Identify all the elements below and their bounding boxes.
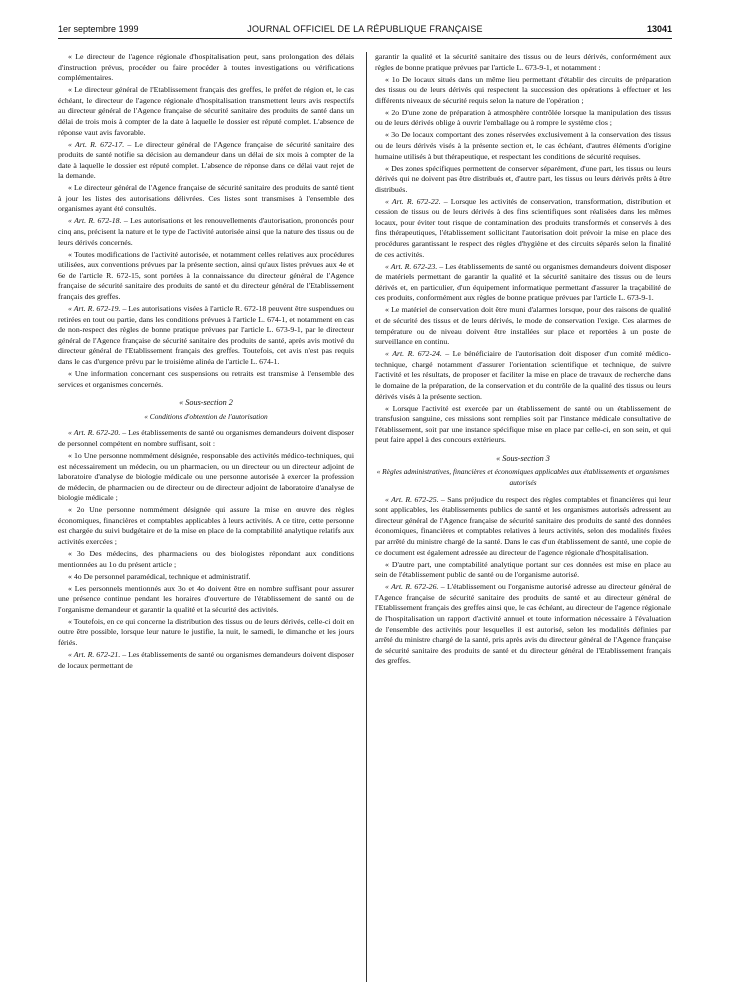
article-text: – Lorsque les activités de conservation, transformation, distribution et cession de tissus ou de leurs dérivés à des fins scientifiques sont réalisées dans les mêmes locaux, pour éviter tout risque de contamination des produits transformés et conservés à des fins thérapeutiques, l'établissement sollicitant l'autorisation doit prévoir la mise en place des procédures garantissant le respect des règles d'hygiène et des circuits séparés selon la finalité de ces activités. (375, 196, 671, 259)
body-paragraph: « Toutes modifications de l'activité autorisée, et notamment celles relatives aux procédures utilisées, aux conventions prévues par la présente section, ainsi qu'aux listes prévues aux 4e et 6e de l'article R. 672-15, sont portées à la connaissance du directeur général de l'Agence française de sécurité sanitaire des produits de santé et du directeur général de l'Etablissement français des greffes. (58, 249, 354, 302)
body-paragraph: « Des zones spécifiques permettent de conserver séparément, d'une part, les tissus ou leurs dérivés qui ne doivent pas être distribués et, d'autre part, les tissus ou leurs dérivés prêts à être distribués. (375, 163, 671, 194)
article-text: – Les autorisations et les renouvellements d'autorisation, prononcés pour cinq ans, précisent la nature et le type de l'activité autorisée ainsi que la nature des tissus ou de leurs dérivés concernés. (58, 216, 354, 247)
body-paragraph: « 2o Une personne nommément désignée qui assure la mise en œuvre des règles économiques, financières et comptables applicables à leurs activités. A ce titre, cette personne est chargée du suivi budgétaire et de la mise en place de la comptabilité analytique relatifs aux activités exercées ; (58, 505, 354, 547)
body-paragraph: « 4o De personnel paramédical, technique et administratif. (68, 571, 251, 581)
body-paragraph: « Une information concernant ces suspensions ou retraits est transmise à l'ensemble des services et organismes concernés. (58, 368, 354, 389)
header-rule (58, 38, 672, 39)
article-paragraph (375, 495, 671, 559)
article-paragraph (58, 650, 354, 671)
body-paragraph: « 2o D'une zone de préparation à atmosphère contrôlée lorsque la manipulation des tissus ou de leurs dérivés oblige à ouvrir l'emballage ou à rompre le système clos ; (375, 107, 671, 128)
header-date: 1er septembre 1999 (58, 24, 139, 34)
article-text: – Les établissements de santé ou organismes demandeurs doivent disposer de personnel compétent en nombre suffisant, soit : (58, 428, 354, 448)
header-page-number: 13041 (646, 24, 672, 34)
body-paragraph: « Les personnels mentionnés aux 3o et 4o doivent être en nombre suffisant pour assurer une présence continue pendant les horaires d'ouverture de l'établissement de santé ou de l'organisme demandeur et garantir la qualité et la sécurité des activités. (58, 583, 354, 614)
article-number: « Art. R. 672-17. (68, 139, 125, 149)
subsection-subtitle: « Conditions d'obtention de l'autorisation (144, 411, 268, 421)
body-paragraph: « 3o De locaux comportant des zones réservées exclusivement à la conservation des tissus ou de leurs dérivés visés à la présente section et, le cas échéant, d'autres éléments d'origine humaine utilisés à but thérapeutique, et respectant les conditions de sécurité requises. (375, 130, 671, 161)
article-number: « Art. R. 672-26. (385, 582, 439, 592)
article-paragraph (375, 262, 671, 304)
article-number: « Art. R. 672-21. (68, 649, 121, 659)
article-number: « Art. R. 672-22. (385, 196, 441, 206)
article-number: « Art. R. 672-25. (385, 494, 439, 504)
article-number: « Art. R. 672-24. (385, 349, 442, 359)
page-header (58, 24, 672, 38)
article-text: – Les établissements de santé ou organismes demandeurs doivent disposer de matériels permettant de garantir la qualité et la sécurité sanitaire des tissus ou de leurs dérivés et, en particulier, d'un équipement informatique permettant d'assurer la traçabilité de ces produits, conformément aux règles de bonne pratique prévues par l'article L. 673-9-1. (375, 261, 671, 303)
subsection-heading: « Sous-section 2 (179, 398, 233, 408)
article-paragraph (58, 140, 354, 182)
body-paragraph: « Le matériel de conservation doit être muni d'alarmes lorsque, pour des raisons de qualité et de sécurité des tissus et de leurs dérivés, le mode de conservation l'exige. Ces alarmes de température ou de niveau doivent être installées sur place et reportées à un poste de surveillance en continu. (375, 305, 671, 347)
article-text: – Le bénéficiaire de l'autorisation doit disposer d'un comité médico-technique, chargé notamment d'assurer l'orientation scientifique et technique, de suivre l'activité et les résultats, de proposer et faciliter la mise en place de travaux de recherche dans le domaine de la préparation, de la conservation et du contrôle de la qualité des tissus ou leurs dérivés visés à la présente section. (375, 349, 671, 401)
continued-paragraph: garantir la qualité et la sécurité sanitaire des tissus ou de leurs dérivés, conformément aux règles de bonne pratique prévues par l'article L. 673-9-1, et notamment : (375, 52, 671, 72)
article-paragraph (58, 216, 354, 248)
article-text: – Sans préjudice du respect des règles comptables et financières qui leur sont applicables, les établissements publics de santé et les organismes autorisés adressent au directeur général de l'Agence française de sécurité sanitaire des produits de santé des données économiques, financières et comptables relatives à leurs activités, selon des modalités fixées par arrêté du ministre chargé de la santé. Dans le cas d'un établissement de santé, une copie de ce document est également adressée au directeur de l'agence régionale d'hospitalisation. (375, 494, 671, 557)
article-text: – L'établissement ou l'organisme autorisé adresse au directeur général de l'Agence française de sécurité sanitaire des produits de santé et au directeur général de l'Etablissement français des greffes ainsi que, le cas échéant, au directeur de l'agence régionale de l'hospitalisation un rapport d'activité annuel et toute information nécessaire à l'évaluation de l'ensemble des activités pour lesquelles il est autorisé, selon les modalités définies par arrêté du ministre chargé de la santé, pris après avis du directeur général de l'Agence française de sécurité sanitaire des produits de santé et du directeur général de l'Etablissement français des greffes. (375, 582, 671, 666)
body-paragraph: « D'autre part, une comptabilité analytique portant sur ces données est mise en place au sein de l'établissement public de santé ou de l'organisme autorisé. (375, 559, 671, 580)
article-text: – Les autorisations visées à l'article R. 672-18 peuvent être suspendues ou retirées en tout ou partie, dans les conditions prévues à l'article L. 674-1, et notamment en cas de non-respect des règles de bonne pratique prévues par l'article L. 673-9-1, par le directeur général de l'Agence française de sécurité sanitaire des produits de santé, après avis motivé du directeur général de l'Etablissement français des greffes. Toutefois, cet avis n'est pas requis dans le cas d'urgence prévu par le troisième alinéa de l'article L. 674-1. (58, 304, 354, 366)
body-paragraph: « Toutefois, en ce qui concerne la distribution des tissus ou de leurs dérivés, celle-ci doit en outre être possible, lorsque leur nature le justifie, la nuit, le samedi, le dimanche et les jours fériés. (58, 616, 354, 647)
body-paragraph: « Le directeur général de l'Etablissement français des greffes, le préfet de région et, le cas échéant, le directeur de l'agence régionale d'hospitalisation transmettent leurs avis respectifs au directeur général de l'Agence française de sécurité sanitaire des produits de santé dans un délai de trois mois à compter de la date à laquelle le dossier est réputé complet. L'absence de réponse vaut avis favorable. (58, 85, 354, 137)
subsection-heading: « Sous-section 3 (496, 453, 550, 463)
article-number: « Art. R. 672-23. (385, 261, 438, 271)
article-paragraph (375, 197, 671, 261)
article-paragraph (58, 304, 354, 368)
article-paragraph (375, 349, 671, 402)
article-paragraph (58, 428, 354, 449)
body-paragraph: « 3o Des médecins, des pharmaciens ou des biologistes répondant aux conditions mentionnées au 1o du présent article ; (58, 549, 354, 569)
right-column (375, 52, 671, 982)
body-paragraph: « 1o Une personne nommément désignée, responsable des activités médico-techniques, qui est nécessairement un médecin, ou un pharmacien, ou un directeur ou un directeur adjoint de laboratoire d'analyse de biologie médicale ou une personne autorisée à exercer la profession de médecin, de pharmacien ou de directeur ou de directeur adjoint de laboratoire d'analyse de biologie médicale ; (58, 450, 354, 503)
article-number: « Art. R. 672-20. (68, 428, 121, 438)
article-number: « Art. R. 672-19. (68, 304, 121, 313)
body-paragraph: « Le directeur de l'agence régionale d'hospitalisation peut, sans prolongation des délais d'instruction prévus, procéder ou faire procéder à toutes investigations ou vérifications complémentaires. (58, 52, 354, 83)
article-text: – Les établissements de santé ou organismes demandeurs doivent disposer de locaux permettant de (58, 649, 354, 670)
column-divider (366, 52, 367, 982)
header-journal-title: JOURNAL OFFICIEL DE LA RÉPUBLIQUE FRANÇAISE (247, 24, 483, 34)
subsection-subtitle: « Règles administratives, financières et économiques applicables aux établissements et organismes autorisés (376, 467, 670, 488)
article-text: – Le directeur général de l'Agence française de sécurité sanitaire des produits de santé notifie sa décision au demandeur dans un délai de six mois à compter de la date à laquelle le dossier est réputé complet. L'absence de réponse dans ce délai vaut rejet de la demande. (58, 139, 354, 181)
body-paragraph: « Le directeur général de l'Agence française de sécurité sanitaire des produits de santé tient à jour les listes des autorisations délivrées. Ces listes sont transmises à l'ensemble des organismes ayant été consultés. (58, 183, 354, 214)
article-number: « Art. R. 672-18. (68, 216, 122, 226)
body-paragraph: « Lorsque l'activité est exercée par un établissement de santé ou un établissement de transfusion sanguine, ces missions sont remplies soit par l'instance médicale consultative de l'établissement, soit par une instance spécifique mise en place par celle-ci, en son sein, et qui peut faire appel à des concours extérieurs. (375, 403, 671, 445)
article-paragraph (375, 582, 671, 667)
body-paragraph: « 1o De locaux situés dans un même lieu permettant d'établir des circuits de préparation des tissus ou de leurs dérivés qui respectent la succession des opérations à effectuer et les différents niveaux de sécurité requis selon la nature de l'opération ; (375, 74, 671, 105)
left-column (58, 52, 354, 982)
